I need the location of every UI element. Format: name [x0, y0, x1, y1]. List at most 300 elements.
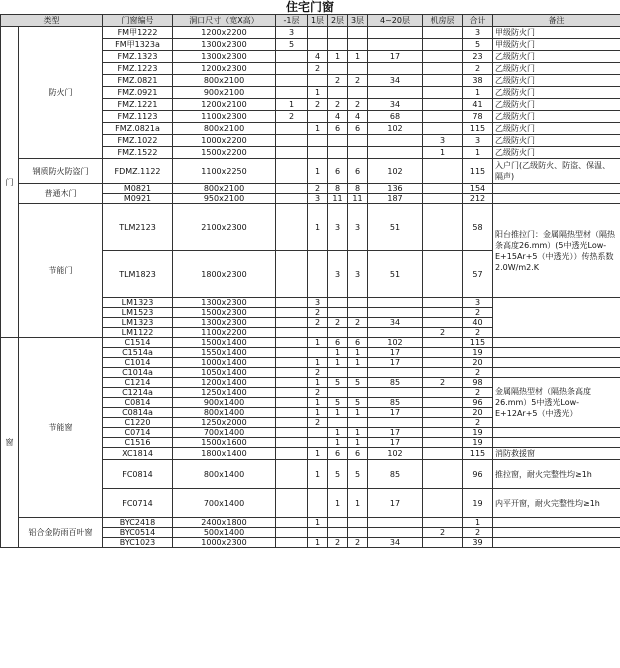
cell-total: 23 — [463, 51, 493, 63]
cell-b1 — [276, 63, 308, 75]
cell-code: C1014a — [103, 368, 173, 378]
cell-machine — [423, 338, 463, 348]
cell-machine: 2 — [423, 378, 463, 388]
cell-f2: 2 — [328, 75, 348, 87]
cell-b1 — [276, 51, 308, 63]
cell-machine — [423, 428, 463, 438]
group-wood-door: 普通木门 — [19, 184, 103, 204]
cell-f3 — [348, 418, 368, 428]
cell-f3: 4 — [348, 111, 368, 123]
cell-f4-20: 85 — [368, 378, 423, 388]
cell-f2: 8 — [328, 184, 348, 194]
cell-f2: 3 — [328, 251, 348, 298]
cell-size: 1000x2300 — [173, 538, 276, 548]
cell-machine — [423, 204, 463, 251]
cell-machine — [423, 251, 463, 298]
cell-f2: 6 — [328, 448, 348, 460]
cell-total: 2 — [463, 328, 493, 338]
cell-remark: 入户门(乙级防火、防盗、保温、隔声) — [493, 159, 620, 184]
cell-remark: 内平开窗，耐火完整性均≥1h — [493, 489, 620, 518]
cell-f3: 5 — [348, 460, 368, 489]
cell-size: 1800x2300 — [173, 251, 276, 298]
cell-remark: 乙级防火门 — [493, 147, 620, 159]
note-energy-door: 阳台推拉门：金属隔热型材（隔热条高度26.mm）(5中透光Low-E+15Ar+5（中透光））传热系数2.0W/m2.K — [493, 204, 620, 298]
cell-b1 — [276, 518, 308, 528]
cell-total: 1 — [463, 518, 493, 528]
cell-remark: 乙级防火门 — [493, 51, 620, 63]
cell-f4-20 — [368, 135, 423, 147]
cell-f3 — [348, 388, 368, 398]
cell-f1: 2 — [308, 368, 328, 378]
cell-machine — [423, 318, 463, 328]
cell-machine — [423, 75, 463, 87]
cell-f1: 1 — [308, 408, 328, 418]
cell-b1 — [276, 348, 308, 358]
cell-f3: 2 — [348, 538, 368, 548]
cell-f2: 1 — [328, 358, 348, 368]
cell-b1 — [276, 378, 308, 388]
cell-remark — [493, 194, 620, 204]
cell-f2 — [328, 298, 348, 308]
cell-f2: 6 — [328, 159, 348, 184]
cell-code: FMZ.1022 — [103, 135, 173, 147]
cell-total: 58 — [463, 204, 493, 251]
cell-f2: 11 — [328, 194, 348, 204]
cell-size: 1500x1400 — [173, 338, 276, 348]
cell-machine — [423, 538, 463, 548]
cell-f2: 1 — [328, 348, 348, 358]
cell-f3 — [348, 368, 368, 378]
cell-f2: 5 — [328, 460, 348, 489]
cell-b1 — [276, 398, 308, 408]
cell-code: FMZ.1522 — [103, 147, 173, 159]
cell-total: 96 — [463, 398, 493, 408]
cell-code: TLM2123 — [103, 204, 173, 251]
cell-code: LM1523 — [103, 308, 173, 318]
cell-size: 2400x1800 — [173, 518, 276, 528]
note-empty — [493, 298, 620, 338]
cell-total: 20 — [463, 358, 493, 368]
cell-code: FMZ.1123 — [103, 111, 173, 123]
cell-total: 2 — [463, 63, 493, 75]
cell-f2 — [328, 518, 348, 528]
cell-f4-20: 51 — [368, 251, 423, 298]
cell-f2 — [328, 418, 348, 428]
cell-total: 19 — [463, 489, 493, 518]
table-row — [1, 338, 620, 348]
cell-f3: 6 — [348, 338, 368, 348]
cell-f2: 1 — [328, 408, 348, 418]
cell-code: C1514 — [103, 338, 173, 348]
cell-f3: 6 — [348, 448, 368, 460]
cell-size: 800x2100 — [173, 184, 276, 194]
header-f3: 3层 — [348, 15, 368, 27]
cell-total: 2 — [463, 388, 493, 398]
cell-total: 57 — [463, 251, 493, 298]
cell-total: 19 — [463, 438, 493, 448]
group-energy-window: 节能窗 — [19, 338, 103, 518]
group-security-door: 钢质防火防盗门 — [19, 159, 103, 184]
cell-f4-20: 102 — [368, 338, 423, 348]
cell-f1 — [308, 135, 328, 147]
cell-f2 — [328, 388, 348, 398]
cell-total: 2 — [463, 528, 493, 538]
cell-machine — [423, 438, 463, 448]
cell-f4-20 — [368, 63, 423, 75]
cell-f1: 2 — [308, 63, 328, 75]
cell-code: LM1122 — [103, 328, 173, 338]
cell-total: 115 — [463, 448, 493, 460]
cell-f2: 1 — [328, 51, 348, 63]
cell-f3 — [348, 39, 368, 51]
header-total: 合计 — [463, 15, 493, 27]
table-row — [1, 184, 620, 194]
cell-f4-20: 187 — [368, 194, 423, 204]
cell-f4-20: 136 — [368, 184, 423, 194]
category-door: 门 — [1, 27, 19, 338]
cell-f4-20: 102 — [368, 448, 423, 460]
cell-f3 — [348, 63, 368, 75]
cell-machine — [423, 348, 463, 358]
cell-f4-20: 51 — [368, 204, 423, 251]
cell-total: 19 — [463, 348, 493, 358]
cell-f1 — [308, 348, 328, 358]
cell-f4-20: 34 — [368, 318, 423, 328]
cell-remark: 乙级防火门 — [493, 87, 620, 99]
cell-f1 — [308, 328, 328, 338]
cell-machine — [423, 418, 463, 428]
cell-size: 1550x1400 — [173, 348, 276, 358]
cell-total: 40 — [463, 318, 493, 328]
cell-f1: 1 — [308, 518, 328, 528]
cell-b1 — [276, 135, 308, 147]
header-remark: 备注 — [493, 15, 620, 27]
cell-size: 1250x2000 — [173, 418, 276, 428]
cell-remark — [493, 184, 620, 194]
cell-f4-20 — [368, 87, 423, 99]
cell-f3 — [348, 87, 368, 99]
cell-b1 — [276, 159, 308, 184]
cell-f1 — [308, 428, 328, 438]
cell-remark — [493, 358, 620, 368]
cell-f1: 2 — [308, 318, 328, 328]
cell-remark — [493, 348, 620, 358]
cell-f1 — [308, 27, 328, 39]
cell-code: C1516 — [103, 438, 173, 448]
cell-b1 — [276, 204, 308, 251]
cell-code: C1214 — [103, 378, 173, 388]
cell-size: 1300x2300 — [173, 51, 276, 63]
cell-code: FM甲1222 — [103, 27, 173, 39]
cell-size: 1100x2200 — [173, 328, 276, 338]
cell-f4-20: 17 — [368, 51, 423, 63]
cell-code: FMZ.0821a — [103, 123, 173, 135]
cell-f2 — [328, 147, 348, 159]
cell-code: BYC2418 — [103, 518, 173, 528]
cell-machine: 1 — [423, 147, 463, 159]
cell-f2: 4 — [328, 111, 348, 123]
cell-f1: 3 — [308, 298, 328, 308]
cell-remark: 乙级防火门 — [493, 135, 620, 147]
cell-f2 — [328, 328, 348, 338]
cell-b1 — [276, 75, 308, 87]
cell-f4-20: 34 — [368, 538, 423, 548]
cell-total: 98 — [463, 378, 493, 388]
cell-f1 — [308, 39, 328, 51]
cell-total: 212 — [463, 194, 493, 204]
header-code: 门窗编号 — [103, 15, 173, 27]
cell-f3: 1 — [348, 489, 368, 518]
cell-remark: 乙级防火门 — [493, 123, 620, 135]
cell-machine — [423, 298, 463, 308]
cell-machine — [423, 159, 463, 184]
cell-total: 3 — [463, 27, 493, 39]
cell-remark: 甲级防火门 — [493, 39, 620, 51]
cell-size: 1200x2300 — [173, 63, 276, 75]
cell-f4-20 — [368, 368, 423, 378]
cell-b1 — [276, 338, 308, 348]
cell-machine — [423, 460, 463, 489]
cell-f2 — [328, 528, 348, 538]
cell-f1: 2 — [308, 418, 328, 428]
cell-machine — [423, 408, 463, 418]
cell-f3: 1 — [348, 428, 368, 438]
cell-f2: 2 — [328, 318, 348, 328]
cell-f1: 1 — [308, 338, 328, 348]
cell-size: 1100x2300 — [173, 111, 276, 123]
cell-f1: 2 — [308, 388, 328, 398]
cell-f3: 2 — [348, 75, 368, 87]
cell-code: C0814a — [103, 408, 173, 418]
cell-b1: 5 — [276, 39, 308, 51]
cell-b1 — [276, 123, 308, 135]
cell-b1: 2 — [276, 111, 308, 123]
cell-f3: 1 — [348, 408, 368, 418]
cell-code: FMZ.1323 — [103, 51, 173, 63]
cell-size: 800x2100 — [173, 123, 276, 135]
cell-f2 — [328, 135, 348, 147]
cell-code: FMZ.0821 — [103, 75, 173, 87]
header-f2: 2层 — [328, 15, 348, 27]
cell-code: M0921 — [103, 194, 173, 204]
cell-size: 700x1400 — [173, 428, 276, 438]
cell-f4-20: 17 — [368, 438, 423, 448]
cell-size: 1500x1600 — [173, 438, 276, 448]
cell-b1 — [276, 438, 308, 448]
cell-machine — [423, 358, 463, 368]
cell-f2 — [328, 39, 348, 51]
cell-f2: 3 — [328, 204, 348, 251]
cell-remark: 乙级防火门 — [493, 99, 620, 111]
cell-f3 — [348, 518, 368, 528]
cell-b1 — [276, 358, 308, 368]
cell-size: 1300x2300 — [173, 39, 276, 51]
cell-f2: 2 — [328, 99, 348, 111]
cell-b1 — [276, 308, 308, 318]
cell-f3: 1 — [348, 348, 368, 358]
group-fire-door: 防火门 — [19, 27, 103, 159]
cell-machine — [423, 368, 463, 378]
cell-size: 1200x2200 — [173, 27, 276, 39]
cell-code: XC1814 — [103, 448, 173, 460]
cell-machine: 3 — [423, 135, 463, 147]
cell-total: 2 — [463, 308, 493, 318]
cell-f4-20: 17 — [368, 428, 423, 438]
cell-machine — [423, 308, 463, 318]
cell-f2: 5 — [328, 398, 348, 408]
cell-f3 — [348, 135, 368, 147]
cell-f1: 1 — [308, 448, 328, 460]
group-energy-door: 节能门 — [19, 204, 103, 338]
cell-machine — [423, 123, 463, 135]
cell-f2: 1 — [328, 438, 348, 448]
cell-machine — [423, 51, 463, 63]
cell-f1: 3 — [308, 194, 328, 204]
cell-size: 800x1400 — [173, 408, 276, 418]
cell-f4-20 — [368, 147, 423, 159]
table-row — [1, 204, 620, 251]
cell-size: 500x1400 — [173, 528, 276, 538]
cell-code: C0814 — [103, 398, 173, 408]
cell-f2 — [328, 368, 348, 378]
cell-b1 — [276, 489, 308, 518]
cell-remark: 乙级防火门 — [493, 111, 620, 123]
cell-code: FM甲1323a — [103, 39, 173, 51]
cell-code: LM1323 — [103, 298, 173, 308]
cell-machine — [423, 518, 463, 528]
cell-f3: 1 — [348, 51, 368, 63]
cell-remark: 乙级防火门 — [493, 75, 620, 87]
cell-total: 38 — [463, 75, 493, 87]
cell-code: BYC0514 — [103, 528, 173, 538]
cell-f4-20 — [368, 528, 423, 538]
cell-f3 — [348, 298, 368, 308]
cell-size: 900x2100 — [173, 87, 276, 99]
cell-f1: 4 — [308, 51, 328, 63]
cell-machine — [423, 99, 463, 111]
cell-remark: 乙级防火门 — [493, 63, 620, 75]
cell-f2 — [328, 27, 348, 39]
cell-total: 1 — [463, 87, 493, 99]
header-type: 类型 — [1, 15, 103, 27]
cell-machine: 2 — [423, 328, 463, 338]
cell-code: C1220 — [103, 418, 173, 428]
cell-f3: 3 — [348, 251, 368, 298]
cell-code: C1514a — [103, 348, 173, 358]
cell-f4-20: 102 — [368, 159, 423, 184]
cell-machine — [423, 489, 463, 518]
cell-code: M0821 — [103, 184, 173, 194]
cell-machine — [423, 111, 463, 123]
cell-b1 — [276, 460, 308, 489]
cell-b1 — [276, 368, 308, 378]
cell-f1: 2 — [308, 99, 328, 111]
cell-machine — [423, 388, 463, 398]
cell-b1 — [276, 184, 308, 194]
cell-f3: 1 — [348, 358, 368, 368]
cell-machine — [423, 194, 463, 204]
cell-machine — [423, 27, 463, 39]
cell-f3 — [348, 308, 368, 318]
cell-b1 — [276, 251, 308, 298]
cell-f1 — [308, 251, 328, 298]
cell-total: 115 — [463, 123, 493, 135]
cell-total: 39 — [463, 538, 493, 548]
cell-f4-20: 17 — [368, 358, 423, 368]
cell-f3 — [348, 328, 368, 338]
cell-f4-20: 17 — [368, 489, 423, 518]
cell-total: 115 — [463, 338, 493, 348]
cell-f4-20 — [368, 27, 423, 39]
cell-f3: 8 — [348, 184, 368, 194]
cell-b1 — [276, 418, 308, 428]
cell-total: 3 — [463, 135, 493, 147]
cell-f1: 1 — [308, 159, 328, 184]
cell-f4-20 — [368, 518, 423, 528]
cell-code: FDMZ.1122 — [103, 159, 173, 184]
cell-f2 — [328, 63, 348, 75]
cell-remark: 消防救援窗 — [493, 448, 620, 460]
cell-b1 — [276, 428, 308, 438]
cell-code: FMZ.1221 — [103, 99, 173, 111]
cell-size: 1800x1400 — [173, 448, 276, 460]
cell-b1 — [276, 298, 308, 308]
cell-f3: 6 — [348, 159, 368, 184]
cell-f1: 1 — [308, 460, 328, 489]
cell-f3 — [348, 27, 368, 39]
cell-f3: 5 — [348, 398, 368, 408]
header-f4-20: 4~20层 — [368, 15, 423, 27]
cell-remark — [493, 438, 620, 448]
cell-b1: 3 — [276, 27, 308, 39]
cell-f4-20 — [368, 328, 423, 338]
cell-f4-20: 68 — [368, 111, 423, 123]
cell-b1: 1 — [276, 99, 308, 111]
cell-total: 2 — [463, 368, 493, 378]
cell-remark — [493, 518, 620, 528]
cell-size: 1500x2300 — [173, 308, 276, 318]
cell-code: BYC1023 — [103, 538, 173, 548]
cell-f2 — [328, 87, 348, 99]
cell-b1 — [276, 388, 308, 398]
cell-f1 — [308, 111, 328, 123]
cell-b1 — [276, 448, 308, 460]
cell-f4-20: 34 — [368, 99, 423, 111]
cell-size: 1100x2250 — [173, 159, 276, 184]
cell-b1 — [276, 318, 308, 328]
cell-total: 19 — [463, 428, 493, 438]
sheet-title: 住宅门窗 — [285, 0, 334, 14]
cell-code: FMZ.0921 — [103, 87, 173, 99]
cell-f3: 3 — [348, 204, 368, 251]
door-window-table — [0, 14, 620, 548]
cell-machine — [423, 63, 463, 75]
cell-machine — [423, 39, 463, 51]
cell-f1 — [308, 528, 328, 538]
cell-total: 154 — [463, 184, 493, 194]
cell-code: FMZ.1223 — [103, 63, 173, 75]
cell-f2: 6 — [328, 338, 348, 348]
cell-size: 800x2100 — [173, 75, 276, 87]
cell-f1: 1 — [308, 538, 328, 548]
cell-f4-20: 85 — [368, 460, 423, 489]
cell-total: 78 — [463, 111, 493, 123]
cell-total: 2 — [463, 418, 493, 428]
table-row — [1, 159, 620, 184]
note-energy-window: 金属隔热型材（隔热条高度26.mm）5中透光Low-E+12Ar+5（中透光） — [493, 378, 620, 428]
cell-b1 — [276, 408, 308, 418]
cell-f2: 1 — [328, 428, 348, 438]
